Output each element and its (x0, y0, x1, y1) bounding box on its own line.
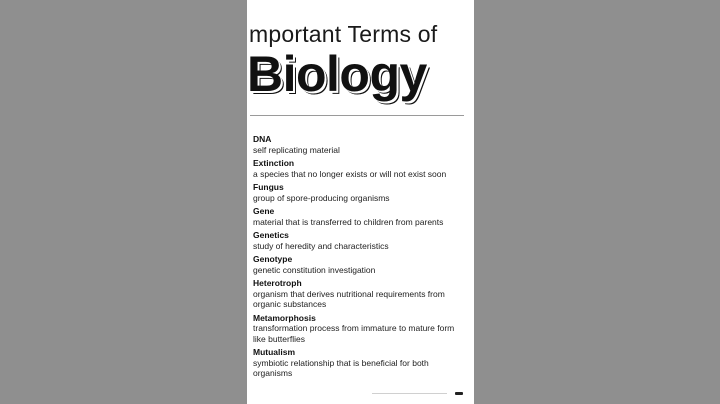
term-definition: group of spore-producing organisms (253, 192, 390, 203)
term-name: Genotype (253, 254, 293, 264)
bottom-mark (455, 392, 463, 395)
term-definition: transformation process from immature to mature form like butterflies (253, 323, 455, 344)
term-definition: a species that no longer exists or will not exist soon (253, 168, 447, 179)
terms-list (253, 134, 469, 382)
term-item (253, 230, 469, 251)
term-item (253, 278, 469, 310)
term-item (253, 182, 469, 203)
term-name: Fungus (253, 182, 284, 192)
title-divider (250, 115, 464, 116)
term-item (253, 206, 469, 227)
term-definition: study of heredity and characteristics (253, 240, 389, 251)
term-name: Heterotroph (253, 278, 302, 288)
left-letterbox (0, 0, 247, 404)
term-item (253, 158, 469, 179)
term-definition: symbiotic relationship that is beneficial for both organisms (253, 357, 429, 378)
term-item (253, 254, 469, 275)
term-item (253, 347, 469, 379)
term-name: Metamorphosis (253, 312, 316, 323)
term-name: DNA (253, 134, 272, 144)
title-line-1-text: mportant Terms of (249, 21, 438, 47)
term-definition: organism that derives nutritional requirements from organic substances (253, 288, 445, 309)
term-name: Mutualism (253, 347, 296, 357)
term-definition: self replicating material (253, 144, 340, 155)
term-definition: genetic constitution investigation (253, 264, 376, 275)
term-name: Extinction (253, 158, 295, 168)
term-definition: material that is transferred to children from parents (253, 216, 444, 227)
term-item (253, 313, 469, 345)
document-page (247, 0, 474, 404)
bottom-rule (372, 393, 447, 394)
term-item (253, 134, 469, 155)
title-biology: Biology (247, 46, 427, 102)
term-name: Gene (253, 206, 275, 216)
term-name: Genetics (253, 230, 289, 240)
right-letterbox (474, 0, 720, 404)
